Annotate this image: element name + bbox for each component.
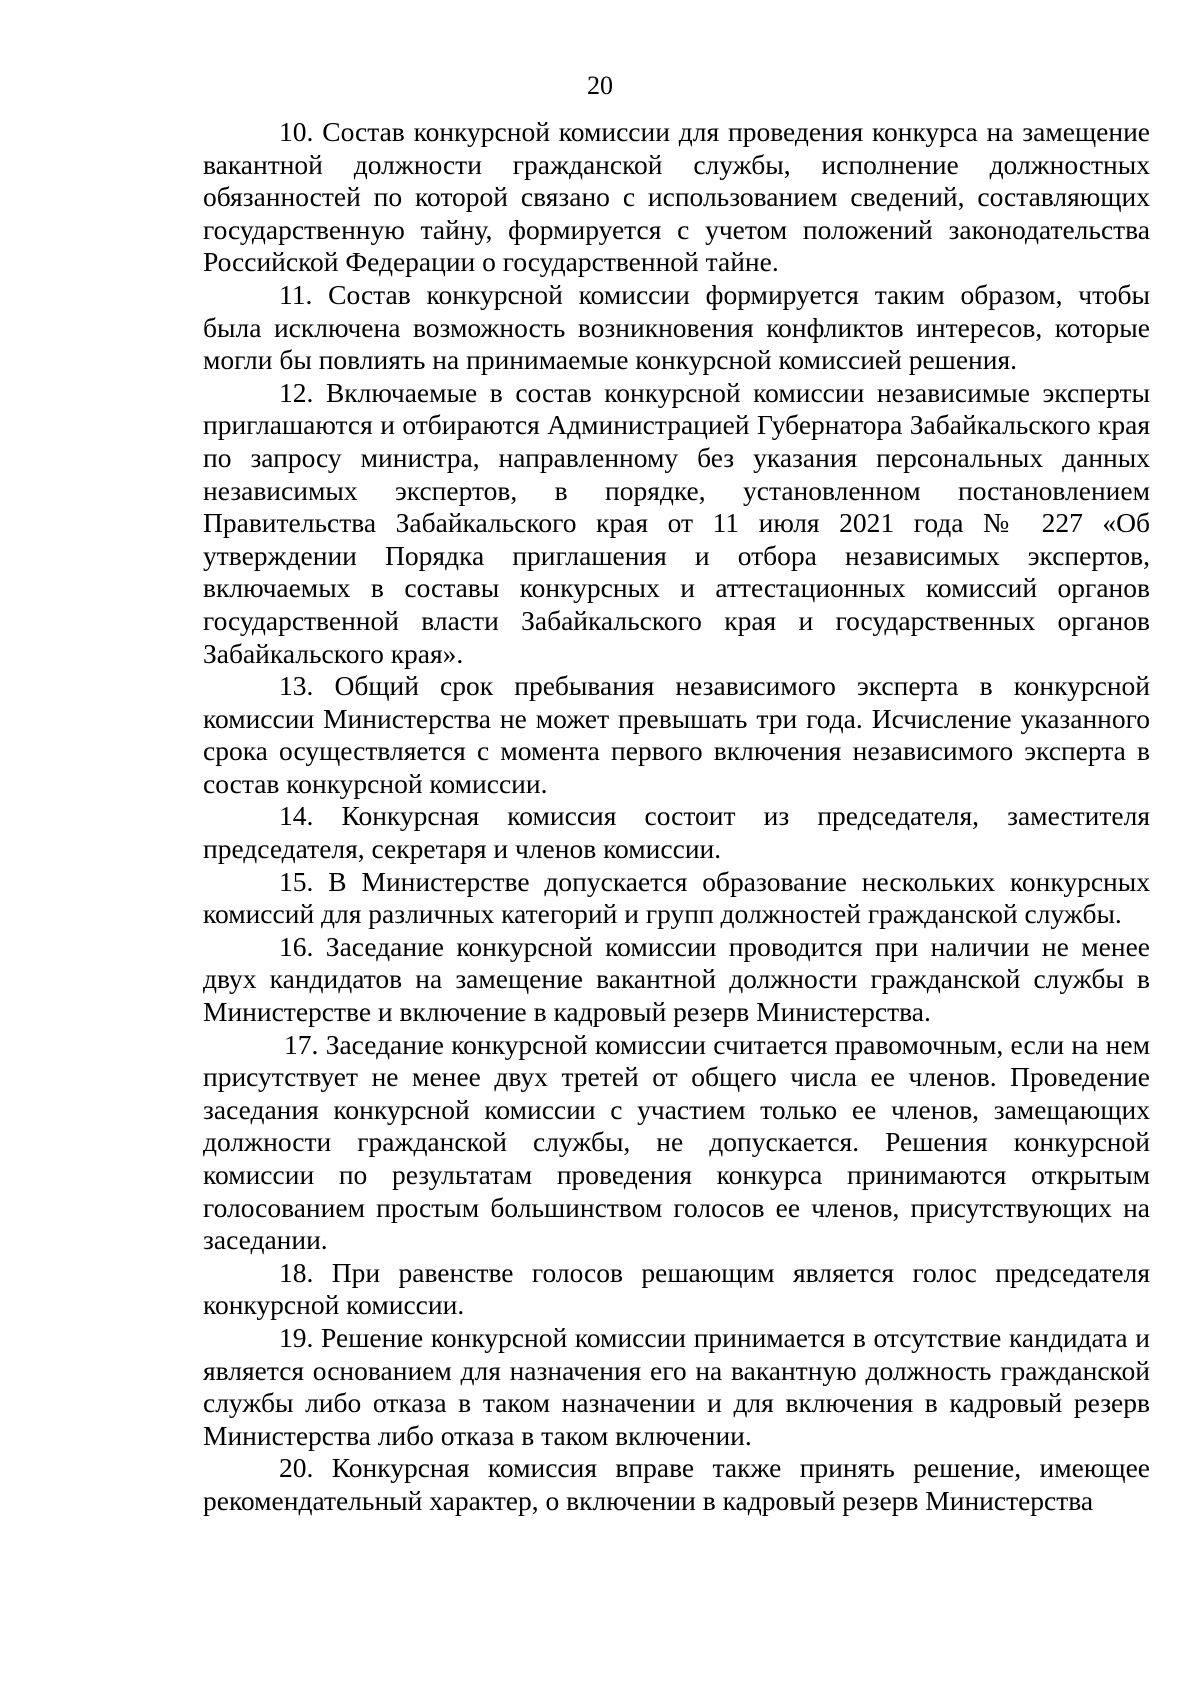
paragraph-14: 14. Конкурсная комиссия состоит из председателя, заместителя председателя, секретаря и членов комиссии. bbox=[203, 800, 1150, 865]
document-body bbox=[203, 116, 1150, 1518]
paragraph-11: 11. Состав конкурсной комиссии формируется таким образом, чтобы была исключена возможность возникновения конфликтов интересов, которые могли бы повлиять на принимаемые конкурсной комиссией решения. bbox=[203, 278, 1150, 376]
page-number: 20 bbox=[587, 71, 613, 100]
paragraph-15: 15. В Министерстве допускается образование нескольких конкурсных комиссий для различных категорий и групп должностей гражданской службы. bbox=[203, 865, 1150, 930]
paragraph-17: 17. Заседание конкурсной комиссии считается правомочным, если на нем присутствует не менее двух третей от общего числа ее членов. Проведение заседания конкурсной комиссии с участием только ее членов, замещающих должности гражданской службы, не допускается. Решения конкурсной комиссии по результатам проведения конкурса принимаются открытым голосованием простым большинством голосов ее членов, присутствующих на заседании. bbox=[203, 1028, 1150, 1256]
paragraph-16: 16. Заседание конкурсной комиссии проводится при наличии не менее двух кандидатов на замещение вакантной должности гражданской службы в Министерстве и включение в кадровый резерв Министерства. bbox=[203, 930, 1150, 1028]
paragraph-20: 20. Конкурсная комиссия вправе также принять решение, имеющее рекомендательный характер, о включении в кадровый резерв Министерства bbox=[203, 1452, 1150, 1516]
paragraph-19: 19. Решение конкурсной комиссии принимается в отсутствие кандидата и является основанием для назначения его на вакантную должность гражданской службы либо отказа в таком назначении и для включения в кадровый резерв Министерства либо отказа в таком включении. bbox=[203, 1321, 1150, 1451]
paragraph-18: 18. При равенстве голосов решающим является голос председателя конкурсной комиссии. bbox=[203, 1256, 1150, 1321]
paragraph-10: 10. Состав конкурсной комиссии для проведения конкурса на замещение вакантной должности гражданской службы, исполнение должностных обязанностей по которой связано с использованием сведений, составляющих государственную тайну, формируется с учетом положений законодательства Российской Федерации о государственной тайне. bbox=[203, 116, 1150, 278]
paragraph-12: 12. Включаемые в состав конкурсной комиссии независимые эксперты приглашаются и отбираются Администрацией Губернатора Забайкальского края по запросу министра, направленному без указания персональных данных независимых экспертов, в порядке, установленном постановлением Правительства Забайкальского края от 11 июля 2021 года № 227 «Об утверждении Порядка приглашения и отбора независимых экспертов, включаемых в составы конкурсных и аттестационных комиссий органов государственной власти Забайкальского края и государственных органов Забайкальского края». bbox=[203, 376, 1150, 669]
paragraph-13: 13. Общий срок пребывания независимого эксперта в конкурсной комиссии Министерства не может превышать три года. Исчисление указанного срока осуществляется с момента первого включения независимого эксперта в состав конкурсной комиссии. bbox=[203, 670, 1150, 799]
